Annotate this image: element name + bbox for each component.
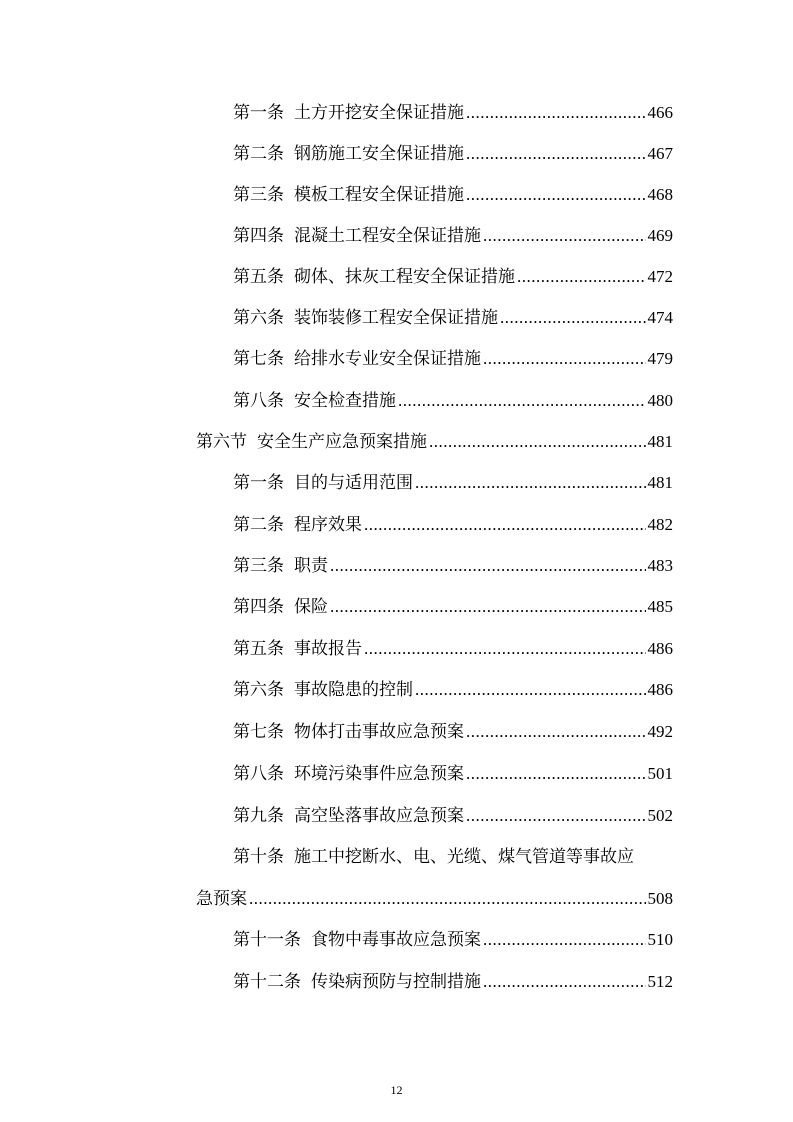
toc-entry-page: 474 (647, 308, 673, 327)
toc-entry-page: 467 (647, 144, 673, 163)
toc-entry-title: 高空坠落事故应急预案 (294, 806, 464, 826)
toc-entry-number: 第六条 (233, 680, 284, 700)
toc-leader-dots (500, 307, 646, 329)
toc-entry[interactable] (233, 588, 673, 618)
toc-entry[interactable] (233, 94, 673, 124)
toc-entry-number: 第一条 (233, 103, 284, 123)
toc-entry-title: 环境污染事件应急预案 (294, 764, 464, 784)
toc-entry-number: 第六条 (233, 308, 284, 328)
toc-entry[interactable] (233, 797, 673, 827)
toc-entry-title: 保险 (294, 597, 328, 617)
toc-entry-title-line2: 急预案 (196, 889, 247, 909)
toc-entry[interactable] (233, 547, 673, 577)
toc-entry-title: 传染病预防与控制措施 (311, 972, 481, 992)
toc-entry-title: 事故报告 (294, 639, 362, 659)
toc-entry-wrapped[interactable] (233, 838, 673, 868)
toc-entry[interactable] (233, 382, 673, 412)
toc-entry-number: 第四条 (233, 226, 284, 246)
toc-entry-number: 第五条 (233, 267, 284, 287)
toc-entry-wrapped-continuation[interactable] (196, 880, 673, 910)
toc-entry-page: 481 (647, 473, 673, 492)
toc-entry[interactable] (233, 671, 673, 701)
toc-entry[interactable] (233, 713, 673, 743)
toc-entry-page: 492 (647, 722, 673, 741)
toc-leader-dots (483, 929, 646, 951)
toc-leader-dots (330, 555, 646, 577)
toc-leader-dots (415, 679, 646, 701)
toc-entry[interactable] (233, 299, 673, 329)
toc-entry-number: 第十条 (233, 847, 284, 867)
toc-entry-title: 食物中毒事故应急预案 (311, 930, 481, 950)
toc-entry-page: 479 (647, 349, 673, 368)
toc-leader-dots (364, 514, 646, 536)
toc-entry-page: 468 (647, 185, 673, 204)
toc-entry-number: 第五条 (233, 639, 284, 659)
toc-entry-page: 472 (647, 267, 673, 286)
toc-entry-title-line1: 施工中挖断水、电、光缆、煤气管道等事故应 (294, 847, 634, 867)
toc-entry[interactable] (233, 630, 673, 660)
toc-entry-page: 480 (647, 391, 673, 410)
page-number: 12 (390, 1083, 403, 1097)
toc-leader-dots (398, 390, 646, 412)
toc-entry-number: 第七条 (233, 349, 284, 369)
toc-entry-title: 目的与适用范围 (294, 473, 413, 493)
toc-section-number: 第六节 (196, 432, 247, 452)
toc-entry-page: 486 (647, 639, 673, 658)
toc-leader-dots (415, 472, 646, 494)
toc-entry[interactable] (233, 135, 673, 165)
toc-entry[interactable] (233, 217, 673, 247)
toc-entry-title: 砌体、抹灰工程安全保证措施 (294, 267, 515, 287)
toc-leader-dots (466, 102, 646, 124)
toc-entry-number: 第八条 (233, 391, 284, 411)
toc-entry-number: 第七条 (233, 722, 284, 742)
toc-entry-number: 第三条 (233, 185, 284, 205)
toc-entry[interactable] (233, 963, 673, 993)
toc-entry-number: 第十一条 (233, 930, 301, 950)
toc-entry-title: 模板工程安全保证措施 (294, 185, 464, 205)
toc-entry-page: 485 (647, 597, 673, 616)
toc-leader-dots (466, 763, 646, 785)
toc-leader-dots (483, 348, 646, 370)
toc-entry-title: 事故隐患的控制 (294, 680, 413, 700)
toc-section-entry[interactable] (196, 423, 673, 453)
toc-entry-number: 第三条 (233, 556, 284, 576)
toc-entry[interactable] (233, 506, 673, 536)
toc-entry-number: 第十二条 (233, 972, 301, 992)
toc-leader-dots (483, 971, 646, 993)
toc-entry-page: 482 (647, 515, 673, 534)
toc-entry-number: 第九条 (233, 806, 284, 826)
toc-section-title: 安全生产应急预案措施 (257, 432, 427, 452)
toc-entry-title: 土方开挖安全保证措施 (294, 103, 464, 123)
toc-entry[interactable] (233, 921, 673, 951)
toc-section-page: 481 (647, 432, 673, 451)
toc-entry-page: 486 (647, 680, 673, 699)
toc-entry[interactable] (233, 176, 673, 206)
toc-entry-title: 给排水专业安全保证措施 (294, 349, 481, 369)
toc-leader-dots (483, 225, 646, 247)
toc-leader-dots (517, 266, 646, 288)
toc-entry-page: 501 (647, 764, 673, 783)
toc-entry[interactable] (233, 755, 673, 785)
toc-entry-page: 512 (647, 972, 673, 991)
toc-entry-title: 程序效果 (294, 515, 362, 535)
toc-leader-dots (330, 596, 646, 618)
toc-entry-number: 第四条 (233, 597, 284, 617)
toc-entry[interactable] (233, 258, 673, 288)
toc-entry-page: 502 (647, 806, 673, 825)
toc-entry[interactable] (233, 340, 673, 370)
toc-entry-number: 第二条 (233, 515, 284, 535)
toc-entry-page: 469 (647, 226, 673, 245)
toc-entry-title: 安全检查措施 (294, 391, 396, 411)
toc-entry-title: 物体打击事故应急预案 (294, 722, 464, 742)
toc-entry-page: 508 (647, 889, 673, 908)
toc-entry-page: 483 (647, 556, 673, 575)
toc-leader-dots (364, 638, 646, 660)
toc-entry-title: 职责 (294, 556, 328, 576)
toc-entry[interactable] (233, 464, 673, 494)
toc-entry-title: 钢筋施工安全保证措施 (294, 144, 464, 164)
toc-entry-page: 466 (647, 103, 673, 122)
toc-entry-page: 510 (647, 930, 673, 949)
toc-entry-title: 混凝土工程安全保证措施 (294, 226, 481, 246)
toc-leader-dots (429, 431, 646, 453)
toc-leader-dots (466, 805, 646, 827)
toc-leader-dots (466, 721, 646, 743)
toc-leader-dots (466, 184, 646, 206)
toc-entry-number: 第八条 (233, 764, 284, 784)
toc-leader-dots (249, 888, 646, 910)
toc-entry-title: 装饰装修工程安全保证措施 (294, 308, 498, 328)
toc-entry-number: 第二条 (233, 144, 284, 164)
toc-entry-number: 第一条 (233, 473, 284, 493)
toc-leader-dots (466, 143, 646, 165)
